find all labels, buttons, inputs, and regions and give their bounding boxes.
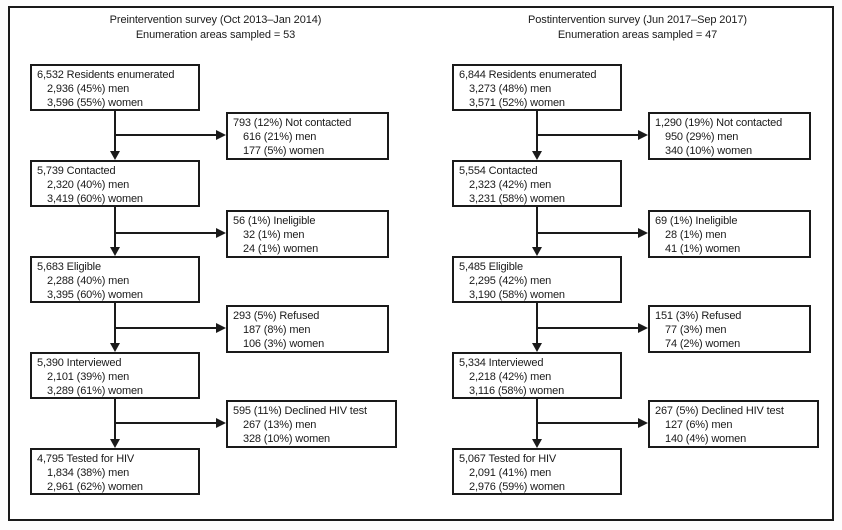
arrow-down-head-2 xyxy=(532,247,542,256)
box-women: 106 (3%) women xyxy=(243,338,325,350)
box-women: 140 (4%) women xyxy=(665,433,747,445)
pre-interviewed-box xyxy=(30,352,200,399)
box-men: 267 (13%) men xyxy=(243,419,317,431)
box-men: 187 (8%) men xyxy=(243,324,311,336)
box-total: 267 (5%) Declined HIV test xyxy=(655,405,784,417)
column-title: Preintervention survey (Oct 2013–Jan 2014) xyxy=(109,14,322,26)
post-tested-for-hiv-box xyxy=(452,448,622,495)
box-women: 3,289 (61%) women xyxy=(47,385,143,397)
box-total: 1,290 (19%) Not contacted xyxy=(655,117,783,129)
arrow-down-head-3 xyxy=(532,343,542,352)
box-women: 328 (10%) women xyxy=(243,433,331,445)
box-total: 69 (1%) Ineligible xyxy=(655,215,738,227)
arrow-branch-head-4 xyxy=(216,418,226,428)
box-women: 3,419 (60%) women xyxy=(47,193,143,205)
box-men: 2,320 (40%) men xyxy=(47,179,130,191)
box-men: 28 (1%) men xyxy=(665,229,727,241)
box-women: 41 (1%) women xyxy=(665,243,741,255)
box-total: 56 (1%) Ineligible xyxy=(233,215,316,227)
preintervention-header xyxy=(28,13,403,43)
box-men: 616 (21%) men xyxy=(243,131,317,143)
box-men: 2,288 (40%) men xyxy=(47,275,130,287)
postintervention-header xyxy=(450,13,825,43)
box-women: 3,571 (52%) women xyxy=(469,97,565,109)
box-women: 177 (5%) women xyxy=(243,145,325,157)
arrow-down-head-4 xyxy=(110,439,120,448)
arrow-branch-head-1 xyxy=(638,130,648,140)
arrow-down-head-2 xyxy=(110,247,120,256)
box-total: 5,334 Interviewed xyxy=(459,357,544,369)
box-total: 151 (3%) Refused xyxy=(655,310,742,322)
post-residents-enumerated-box xyxy=(452,64,622,111)
box-men: 3,273 (48%) men xyxy=(469,83,552,95)
box-men: 2,218 (42%) men xyxy=(469,371,552,383)
box-women: 3,116 (58%) women xyxy=(469,385,565,397)
arrow-down-head-1 xyxy=(532,151,542,160)
box-women: 3,190 (58%) women xyxy=(469,289,565,301)
box-men: 2,295 (42%) men xyxy=(469,275,552,287)
box-women: 3,596 (55%) women xyxy=(47,97,143,109)
box-women: 2,961 (62%) women xyxy=(47,481,143,493)
box-women: 24 (1%) women xyxy=(243,243,319,255)
pre-tested-for-hiv-box xyxy=(30,448,200,495)
box-men: 77 (3%) men xyxy=(665,324,727,336)
box-total: 5,739 Contacted xyxy=(37,165,116,177)
box-men: 2,936 (45%) men xyxy=(47,83,130,95)
arrow-branch-head-3 xyxy=(638,323,648,333)
post-eligible-box xyxy=(452,256,622,303)
box-total: 5,390 Interviewed xyxy=(37,357,122,369)
box-total: 5,554 Contacted xyxy=(459,165,538,177)
post-ineligible-box xyxy=(648,210,811,258)
column-title: Postintervention survey (Jun 2017–Sep 2017) xyxy=(528,14,747,26)
arrow-branch-head-1 xyxy=(216,130,226,140)
box-women: 3,395 (60%) women xyxy=(47,289,143,301)
post-declined-hiv-test-box xyxy=(648,400,819,448)
postintervention-column xyxy=(422,0,842,530)
box-women: 340 (10%) women xyxy=(665,145,753,157)
box-men: 127 (6%) men xyxy=(665,419,733,431)
box-men: 950 (29%) men xyxy=(665,131,739,143)
box-women: 74 (2%) women xyxy=(665,338,741,350)
pre-residents-enumerated-box xyxy=(30,64,200,111)
arrow-branch-head-3 xyxy=(216,323,226,333)
arrow-branch-head-2 xyxy=(638,228,648,238)
box-total: 5,683 Eligible xyxy=(37,261,101,273)
arrow-branch-head-4 xyxy=(638,418,648,428)
box-women: 3,231 (58%) women xyxy=(469,193,565,205)
arrow-down-head-4 xyxy=(532,439,542,448)
box-men: 2,323 (42%) men xyxy=(469,179,552,191)
box-men: 32 (1%) men xyxy=(243,229,305,241)
post-interviewed-box xyxy=(452,352,622,399)
arrow-down-head-3 xyxy=(110,343,120,352)
box-total: 5,067 Tested for HIV xyxy=(459,453,557,465)
box-total: 293 (5%) Refused xyxy=(233,310,320,322)
box-men: 2,101 (39%) men xyxy=(47,371,130,383)
pre-not-contacted-box xyxy=(226,112,389,160)
column-subtitle: Enumeration areas sampled = 47 xyxy=(557,29,718,41)
post-not-contacted-box xyxy=(648,112,811,160)
pre-refused-box xyxy=(226,305,389,353)
box-total: 793 (12%) Not contacted xyxy=(233,117,352,129)
pre-declined-hiv-test-box xyxy=(226,400,397,448)
box-men: 2,091 (41%) men xyxy=(469,467,552,479)
box-total: 6,532 Residents enumerated xyxy=(37,69,175,81)
arrow-down-head-1 xyxy=(110,151,120,160)
pre-contacted-box xyxy=(30,160,200,207)
pre-ineligible-box xyxy=(226,210,389,258)
box-total: 6,844 Residents enumerated xyxy=(459,69,597,81)
column-subtitle: Enumeration areas sampled = 53 xyxy=(135,29,296,41)
post-contacted-box xyxy=(452,160,622,207)
post-refused-box xyxy=(648,305,811,353)
box-women: 2,976 (59%) women xyxy=(469,481,565,493)
box-total: 5,485 Eligible xyxy=(459,261,523,273)
pre-eligible-box xyxy=(30,256,200,303)
box-total: 595 (11%) Declined HIV test xyxy=(233,405,367,417)
box-total: 4,795 Tested for HIV xyxy=(37,453,135,465)
box-men: 1,834 (38%) men xyxy=(47,467,130,479)
arrow-branch-head-2 xyxy=(216,228,226,238)
